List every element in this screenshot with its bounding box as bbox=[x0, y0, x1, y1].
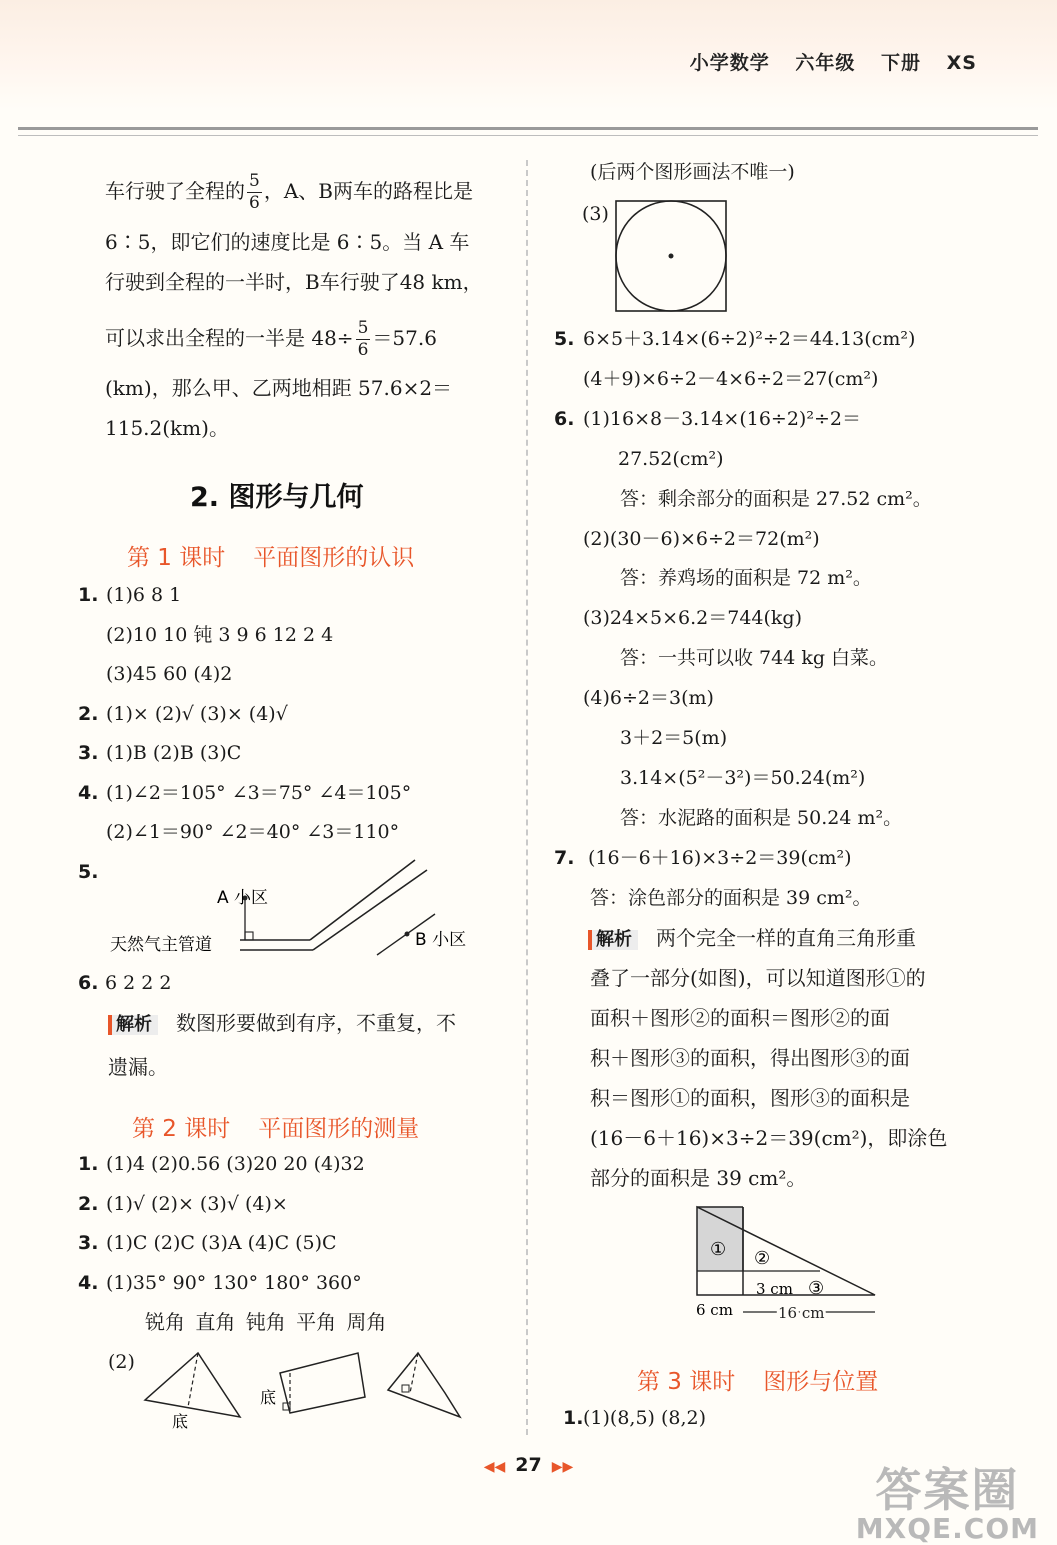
label-circled-3: ③ bbox=[808, 1278, 825, 1299]
running-header bbox=[672, 48, 977, 75]
right-answer-line: (3)24×5×6.2＝744(kg) bbox=[583, 607, 803, 630]
page-number: 27 bbox=[515, 1454, 542, 1476]
base-height-figures bbox=[140, 1345, 480, 1435]
right-answer-line: (4)6÷2＝3(m) bbox=[583, 687, 714, 710]
right-answer-line: 答：剩余部分的面积是 27.52 cm²。 bbox=[620, 487, 932, 510]
left-q6-number: 6. bbox=[78, 972, 99, 994]
label-3cm: 3 cm bbox=[756, 1280, 793, 1298]
l2-answer-line: (1)4 (2)0.56 (3)20 20 (4)32 bbox=[106, 1153, 365, 1175]
left-paragraph-line-6: 115.2(km)。 bbox=[105, 416, 229, 440]
label-circled-1: ① bbox=[710, 1239, 727, 1260]
right-answer-line: (4＋9)×6÷2－4×6÷2＝27(cm²) bbox=[583, 367, 879, 390]
right-angle-mark bbox=[245, 932, 253, 940]
analysis-tag: 解析 bbox=[588, 930, 638, 950]
right-answer-line: 答：养鸡场的面积是 72 m²。 bbox=[620, 567, 872, 590]
point-b bbox=[405, 932, 410, 937]
triangle-base-label: 底 bbox=[172, 1412, 189, 1431]
pipe-diag-top bbox=[310, 860, 415, 940]
right-q3-label: (3) bbox=[582, 203, 609, 225]
fraction: $\frac{5}{6}$ bbox=[249, 171, 260, 213]
left-analysis-line-1: 解析 数图形要做到有序，不重复，不 bbox=[108, 1013, 456, 1035]
right-answer-line: (1)16×8－3.14×(16÷2)²÷2＝ bbox=[583, 407, 861, 430]
right-answer-line: 3＋2＝5(m) bbox=[620, 727, 728, 749]
l1-answer-line: (1)∠2＝105° ∠3＝75° ∠4＝105° bbox=[106, 781, 412, 804]
l1-answer-line: (1)× (2)√ (3)× (4)√ bbox=[106, 702, 288, 725]
next-arrow-icon[interactable]: ▶▶ bbox=[551, 1459, 574, 1475]
watermark bbox=[855, 1463, 1039, 1545]
right-analysis-line: 积＝图形①的面积，图形③的面积是 bbox=[590, 1086, 910, 1110]
triangle-figure bbox=[145, 1353, 240, 1417]
square-circle-figure bbox=[615, 200, 728, 313]
label-b: B 小区 bbox=[415, 930, 467, 950]
l1-answer-number: 2. bbox=[78, 702, 99, 725]
right-answer-number: 5. bbox=[554, 328, 575, 350]
l2-answer-number: 2. bbox=[78, 1192, 99, 1215]
header-volume: 下册 bbox=[881, 52, 922, 74]
pipeline-figure bbox=[105, 850, 525, 965]
parallelogram-base-label: 底 bbox=[260, 1388, 277, 1407]
header-grade: 六年级 bbox=[795, 52, 856, 74]
l1-answer-line: (3)45 60 (4)2 bbox=[106, 663, 233, 685]
angle-names: 锐角 直角 钝角 平角 周角 bbox=[145, 1310, 387, 1334]
l2-answer-number: 4. bbox=[78, 1271, 99, 1294]
l1-answer-line: (2)10 10 钝 3 9 6 12 2 4 bbox=[106, 623, 334, 646]
right-answer-line: 答：水泥路的面积是 50.24 m²。 bbox=[620, 806, 903, 829]
right-analysis-line: 面积＋图形②的面积＝图形②的面 bbox=[590, 1006, 890, 1030]
l2-answer-number: 3. bbox=[78, 1232, 99, 1254]
section-title: 2. 图形与几何 bbox=[190, 482, 364, 513]
right-answer-line: 27.52(cm²) bbox=[618, 447, 724, 470]
right-note: (后两个图形画法不唯一) bbox=[590, 161, 795, 183]
left-q6-text: 6 2 2 2 bbox=[105, 972, 172, 994]
right-answer-line: (2)(30－6)×6÷2＝72(m²) bbox=[583, 527, 820, 550]
left-paragraph-line-2: 6∶5，即它们的速度比是 6∶5。当 A 车 bbox=[105, 230, 470, 254]
lesson-3-title: 第 3 课时 图形与位置 bbox=[637, 1369, 879, 1395]
right-analysis-line: 解析 两个完全一样的直角三角形重 bbox=[588, 928, 916, 950]
lesson-2-title: 第 2 课时 平面图形的测量 bbox=[132, 1116, 420, 1142]
right-analysis-line: 叠了一部分(如图)，可以知道图形①的 bbox=[590, 966, 926, 990]
circle-center bbox=[669, 254, 674, 259]
left-q4-2: (2) bbox=[108, 1351, 135, 1373]
header-rule bbox=[18, 127, 1038, 130]
l1-answer-number: 5. bbox=[78, 860, 99, 883]
trapezoid-figure bbox=[388, 1353, 460, 1417]
analysis-tag: 解析 bbox=[108, 1015, 158, 1035]
label-a: A 小区 bbox=[217, 888, 269, 908]
left-paragraph-line-4: 可以求出全程的一半是 48÷ $\frac{5}{6}$ ＝57.6 bbox=[105, 318, 437, 360]
right-l3-q1-number: 1. bbox=[563, 1407, 584, 1429]
label-circled-2: ② bbox=[754, 1248, 771, 1269]
l1-answer-number: 3. bbox=[78, 742, 99, 764]
l2-answer-line: (1)√ (2)× (3)√ (4)× bbox=[106, 1192, 288, 1215]
header-subject: 小学数学 bbox=[689, 52, 770, 74]
right-answer-line: 3.14×(5²－3²)＝50.24(m²) bbox=[620, 766, 866, 789]
l1-answer-number: 1. bbox=[78, 584, 99, 606]
header-rule-thin bbox=[18, 135, 1038, 136]
l1-answer-line: (2)∠1＝90° ∠2＝40° ∠3＝110° bbox=[106, 821, 400, 843]
column-separator bbox=[526, 160, 528, 1435]
label-16cm: 16 cm bbox=[778, 1304, 825, 1322]
right-answer-line: 答：一共可以收 744 kg 白菜。 bbox=[620, 647, 889, 670]
right-answer-number: 7. bbox=[554, 846, 575, 869]
label-6cm: 6 cm bbox=[696, 1301, 733, 1319]
overlap-triangles-figure bbox=[690, 1200, 890, 1325]
right-analysis-line: 部分的面积是 39 cm²。 bbox=[590, 1166, 807, 1190]
watermark-logo: 答案圈 bbox=[875, 1463, 1020, 1517]
l1-answer-line: (1)B (2)B (3)C bbox=[106, 742, 242, 764]
right-analysis-line: (16－6＋16)×3÷2＝39(cm²)，即涂色 bbox=[590, 1126, 948, 1150]
right-answer-number: 6. bbox=[554, 407, 575, 430]
l1-answer-line: (1)6 8 1 bbox=[106, 584, 182, 606]
pipe-diag-bottom bbox=[313, 870, 427, 950]
prev-arrow-icon[interactable]: ◀◀ bbox=[483, 1459, 506, 1475]
left-paragraph-line-1: 车行驶了全程的 $\frac{5}{6}$ ，A、B两车的路程比是 bbox=[105, 171, 473, 213]
l2-answer-number: 1. bbox=[78, 1153, 99, 1175]
l2-answer-line: (1)C (2)C (3)A (4)C (5)C bbox=[106, 1232, 337, 1254]
right-answer-line: (16－6＋16)×3÷2＝39(cm²) bbox=[588, 846, 852, 869]
left-analysis-line-2: 遗漏。 bbox=[108, 1055, 168, 1079]
label-pipe: 天然气主管道 bbox=[110, 935, 212, 955]
watermark-domain: MXQE.COM bbox=[855, 1512, 1039, 1545]
right-answer-line: 答：涂色部分的面积是 39 cm²。 bbox=[590, 886, 872, 909]
l1-answer-number: 4. bbox=[78, 781, 99, 804]
left-paragraph-line-5: (km)，那么甲、乙两地相距 57.6×2＝ bbox=[105, 376, 453, 400]
fraction: $\frac{5}{6}$ bbox=[357, 318, 369, 360]
right-answer-line: 6×5＋3.14×(6÷2)²÷2＝44.13(cm²) bbox=[583, 328, 916, 350]
header-edition: XS bbox=[946, 52, 977, 74]
right-l3-q1-text: (1)(8,5) (8,2) bbox=[583, 1407, 707, 1429]
right-analysis-line: 积＋图形③的面积，得出图形③的面 bbox=[590, 1046, 910, 1070]
lesson-1-title: 第 1 课时 平面图形的认识 bbox=[127, 545, 415, 571]
l2-answer-line: (1)35° 90° 130° 180° 360° bbox=[106, 1271, 362, 1294]
parallelogram-figure bbox=[280, 1353, 365, 1413]
left-paragraph-line-3: 行驶到全程的一半时，B车行驶了48 km， bbox=[105, 270, 483, 294]
